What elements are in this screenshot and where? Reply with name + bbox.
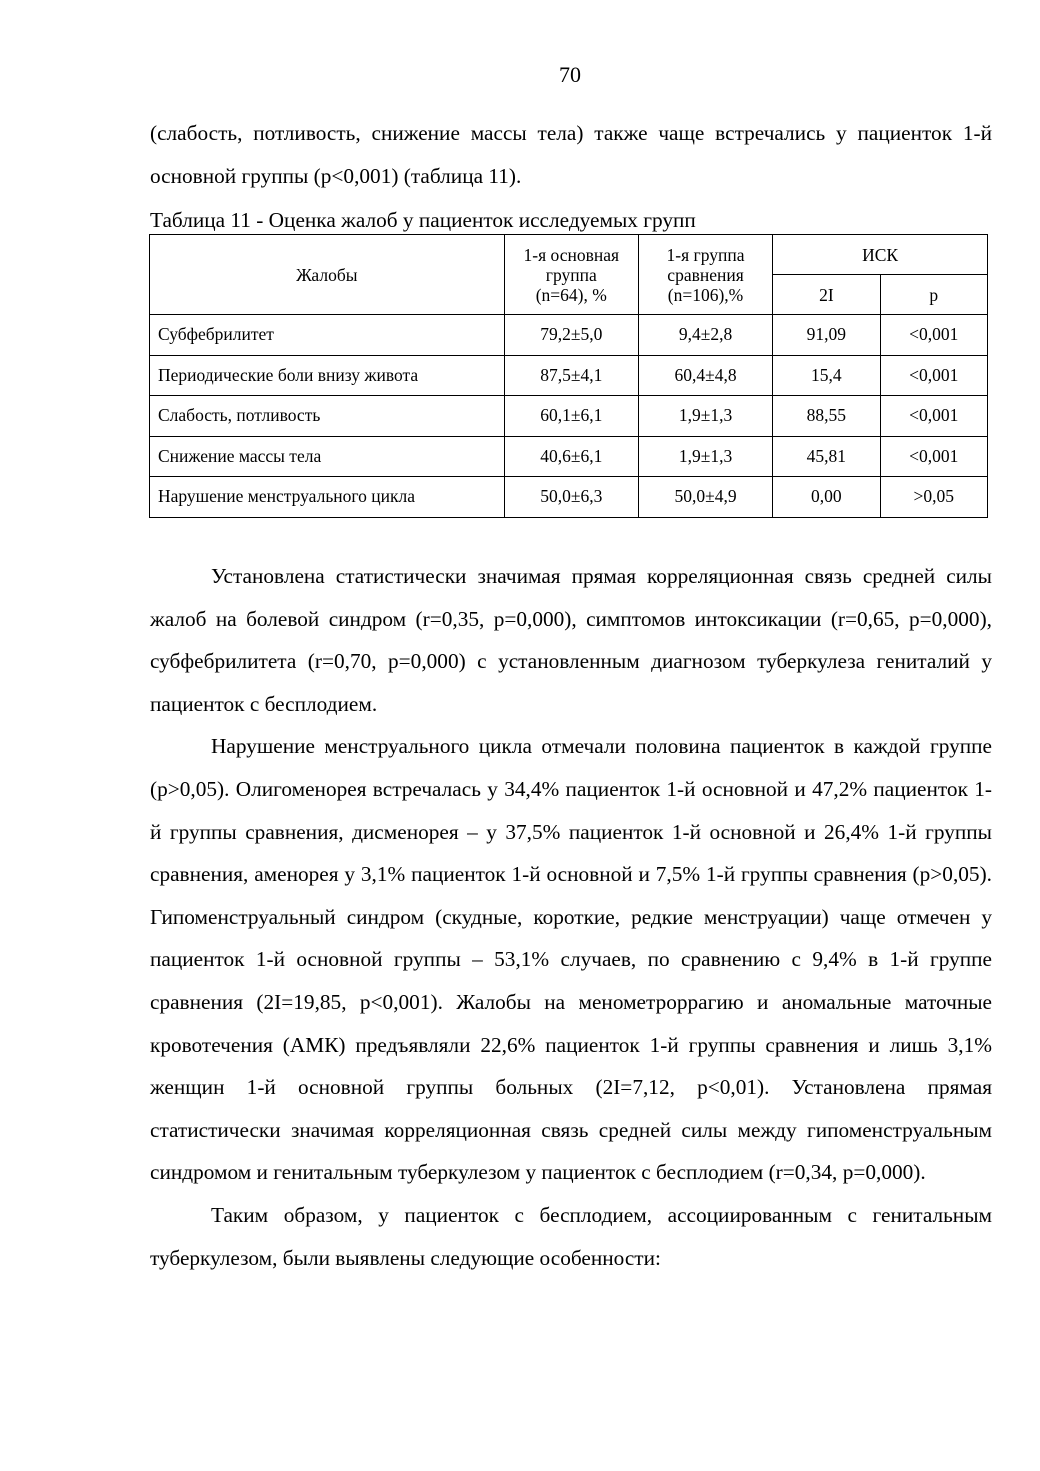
main-group-value: 87,5±4,1 xyxy=(504,355,638,396)
isk-p-value: >0,05 xyxy=(880,477,987,518)
isk-p-value: <0,001 xyxy=(880,436,987,477)
header-comparison-group xyxy=(638,235,772,315)
isk-2i-value: 91,09 xyxy=(773,315,880,356)
isk-p-value: <0,001 xyxy=(880,396,987,437)
header-main-group-line2: группа xyxy=(545,264,597,285)
page-number: 70 xyxy=(559,62,581,87)
main-group-value: 40,6±6,1 xyxy=(504,436,638,477)
complaints-table xyxy=(149,234,988,518)
main-group-value: 60,1±6,1 xyxy=(504,396,638,437)
complaint-name: Нарушение менструального цикла xyxy=(150,477,505,518)
complaint-name: Слабость, потливость xyxy=(150,396,505,437)
header-isk: ИСК xyxy=(773,235,988,275)
main-group-value: 79,2±5,0 xyxy=(504,315,638,356)
header-main-group xyxy=(504,235,638,315)
main-group-value: 50,0±6,3 xyxy=(504,477,638,518)
complaint-name: Снижение массы тела xyxy=(150,436,505,477)
table-row xyxy=(150,477,988,518)
comparison-group-value: 60,4±4,8 xyxy=(638,355,772,396)
header-comparison-group-line1: 1-я группа xyxy=(666,244,745,265)
header-comparison-group-line2: сравнения xyxy=(667,264,744,285)
comparison-group-value: 9,4±2,8 xyxy=(638,315,772,356)
table-row xyxy=(150,315,988,356)
complaint-name: Периодические боли внизу живота xyxy=(150,355,505,396)
paragraph-correlation: Установлена статистически значимая прямая корреляционная связь средней силы жалоб на болевой синдром (r=0,35, p=0,000), симптомов интоксикации (r=0,65, p=0,000), субфебрилитета (r=0,70, p=0,000) с установленным диагнозом туберкулеза гениталий у пациенток с бесплодием. xyxy=(150,564,992,716)
isk-2i-value: 45,81 xyxy=(773,436,880,477)
paragraph-menstrual: Нарушение менструального цикла отмечали половина пациенток в каждой группе (р>0,05). Олигоменорея встречалась у 34,4% пациенток 1-й основной и 47,2% пациенток 1-й группы сравнения, дисменорея – у 37,5% пациенток 1-й основной и 26,4% 1-й группы сравнения, аменорея у 3,1% пациенток 1-й основной и 7,5% 1-й группы сравнения (р>0,05). Гипоменструальный синдром (скудные, короткие, редкие менструации) чаще отмечен у пациенток 1-й основной группы – 53,1% случаев, по сравнению с 9,4% в 1-й группе сравнения (2I=19,85, р<0,001). Жалобы на менометроррагию и аномальные маточные кровотечения (АМК) предъявляли 22,6% пациенток 1-й группы сравнения и лишь 3,1% женщин 1-й основной группы больных (2I=7,12, р<0,01). Установлена прямая статистически значимая корреляционная связь средней силы между гипоменструальным синдромом и генитальным туберкулезом у пациенток с бесплодием (r=0,34, p=0,000). xyxy=(150,734,992,1185)
isk-2i-value: 88,55 xyxy=(773,396,880,437)
table-row xyxy=(150,355,988,396)
table-row xyxy=(150,396,988,437)
intro-paragraph-text: (слабость, потливость, снижение массы тела) также чаще встречались у пациенток 1-й основной группы (р<0,001) (таблица 11). xyxy=(150,121,992,188)
header-comparison-group-line3: (n=106),% xyxy=(667,284,744,305)
isk-p-value: <0,001 xyxy=(880,315,987,356)
header-main-group-line3: (n=64), % xyxy=(535,284,607,305)
header-complaints: Жалобы xyxy=(150,235,505,315)
paragraph-conclusion: Таким образом, у пациенток с бесплодием, ассоциированным с генитальным туберкулезом, были выявлены следующие особенности: xyxy=(150,1202,992,1270)
isk-2i-value: 15,4 xyxy=(773,355,880,396)
table-row xyxy=(150,436,988,477)
isk-2i-value: 0,00 xyxy=(773,477,880,518)
intro-paragraph xyxy=(150,112,992,197)
comparison-group-value: 50,0±4,9 xyxy=(638,477,772,518)
comparison-group-value: 1,9±1,3 xyxy=(638,436,772,477)
complaint-name: Субфебрилитет xyxy=(150,315,505,356)
body-text xyxy=(150,555,992,1279)
header-isk-p: р xyxy=(880,275,987,315)
header-main-group-line1: 1-я основная xyxy=(523,244,620,265)
isk-p-value: <0,001 xyxy=(880,355,987,396)
header-isk-2i: 2I xyxy=(773,275,880,315)
comparison-group-value: 1,9±1,3 xyxy=(638,396,772,437)
table-caption: Таблица 11 - Оценка жалоб у пациенток исследуемых групп xyxy=(150,208,696,232)
